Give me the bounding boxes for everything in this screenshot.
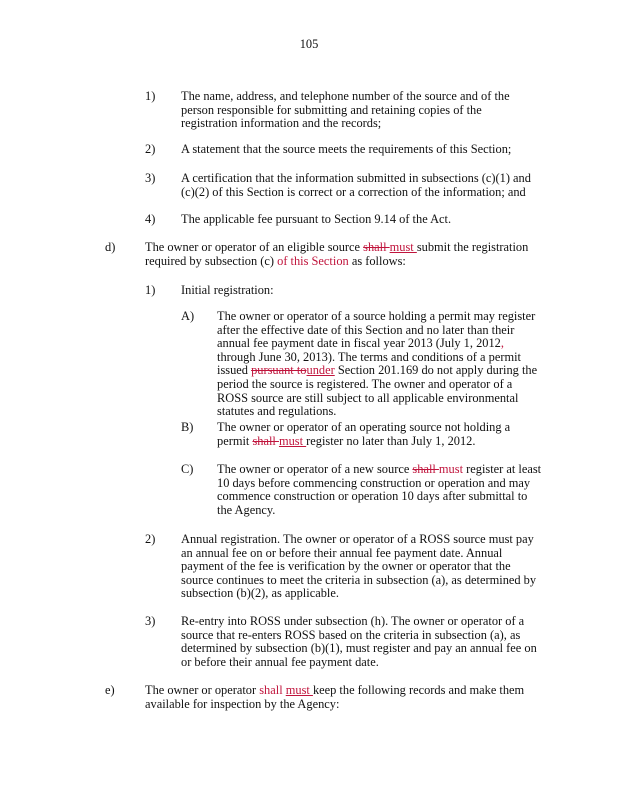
deleted-text: pursuant to — [251, 363, 307, 378]
item-label: 1) — [145, 283, 156, 297]
inserted-text: must — [438, 462, 464, 476]
item-label: B) — [181, 420, 194, 434]
subsection-text — [145, 684, 535, 711]
item-text: Re-entry into ROSS under subsection (h). The owner or operator of a source that re-enters ROSS based on the criteria in subsection (a), as determined by subsection (b)(1), must register and pay an annual fee on or before their annual fee payment date. — [181, 614, 537, 669]
text: keep the following records and make them available for inspection by the Agency: — [145, 683, 525, 711]
item-label: C) — [181, 462, 194, 476]
page-number: 105 — [299, 37, 319, 51]
item-label: 4) — [145, 212, 156, 226]
item-label: 1) — [145, 89, 156, 103]
text: The owner or operator of an operating source not holding a permit — [217, 420, 511, 448]
inserted-text: must — [278, 433, 307, 448]
subsection-label: e) — [105, 683, 115, 697]
subsection-text — [145, 241, 535, 268]
text: The owner or operator of a source holding a permit may register after the effective date of this Section and no later than their annual fee payment date in fiscal year 2013 (July 1, 2012 — [217, 309, 536, 351]
item-text: Initial registration: — [181, 283, 274, 297]
item-label: A) — [181, 309, 195, 323]
item-text: A certification that the information submitted in subsections (c)(1) and (c)(2) of this Section is correct or a correction of the information; and — [181, 171, 531, 199]
deleted-text: shall — [252, 433, 279, 448]
item-text: The name, address, and telephone number of the source and of the person responsible for submitting and retaining copies of the registration information and the records; — [181, 89, 510, 131]
text: Section 201.169 do not apply during the period the source is registered. The owner and operator of a ROSS source are still subject to all applicable environmental statutes and regulations. — [217, 363, 538, 419]
subsection-label: d) — [105, 240, 116, 254]
text: The owner or operator — [145, 683, 260, 697]
inserted-text: of this Section — [277, 253, 349, 268]
deleted-text: shall — [412, 462, 439, 476]
text: through June 30, 2013). The terms and conditions of a permit issued — [217, 349, 521, 378]
text: register at least 10 days before commencing construction or operation and may commence construction or operation 10 days after submittal to the Agency. — [217, 462, 542, 517]
inserted-text: must — [285, 683, 313, 697]
item-text — [217, 310, 543, 419]
item-text: A statement that the source meets the requirements of this Section; — [181, 142, 512, 156]
text: as follows: — [348, 253, 406, 268]
text: The owner or operator of an eligible source — [145, 240, 364, 254]
item-text: The applicable fee pursuant to Section 9.14 of the Act. — [181, 212, 452, 226]
text: register no later than July 1, 2012. — [306, 433, 476, 448]
inserted-text: must — [389, 240, 417, 254]
item-label: 2) — [145, 532, 156, 546]
item-label: 2) — [145, 142, 156, 156]
inserted-text: , — [500, 336, 504, 351]
text: The owner or operator of a new source — [217, 462, 413, 476]
inserted-text: under — [306, 363, 335, 378]
item-text — [217, 463, 543, 517]
text: submit the registration required by subsection (c) — [145, 240, 529, 268]
item-label: 3) — [145, 614, 156, 628]
item-label: 3) — [145, 171, 156, 185]
item-text: Annual registration. The owner or operator of a ROSS source must pay an annual fee on or before their annual fee payment date. Annual payment of the fee is verification by the owner or operator that the source continues to meet the criteria in subsection (a), as determined by subsection (b)(2), as applicable. — [181, 532, 537, 601]
item-text — [217, 421, 543, 448]
inserted-text: shall — [259, 683, 286, 697]
deleted-text: shall — [363, 240, 390, 254]
